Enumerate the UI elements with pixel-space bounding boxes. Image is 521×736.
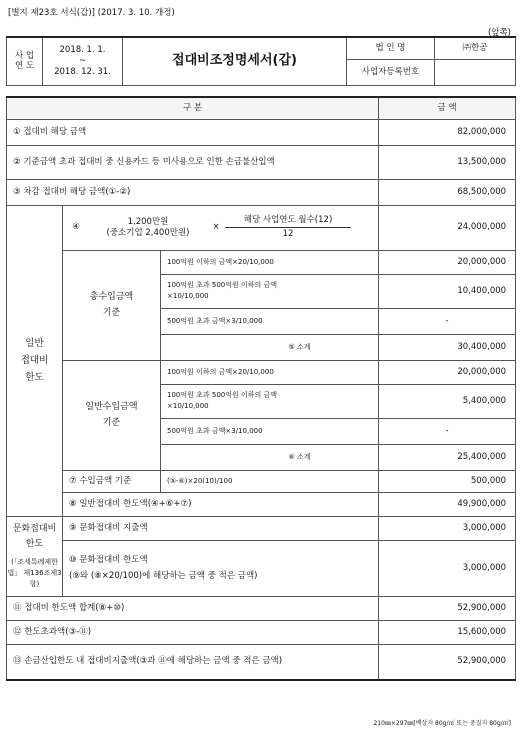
biz-no (435, 59, 516, 85)
row-amount: 20,000,000 (379, 360, 516, 384)
row-label: ⑨ 문화접대비 지출액 (63, 516, 379, 540)
bracket-text: 100억원 이하의 금액×20/10,000 (161, 250, 379, 274)
row-amount: 52,900,000 (379, 644, 516, 680)
table-row (7, 145, 516, 179)
row-amount: 30,400,000 (379, 334, 516, 360)
corp-name: ㈜한공 (435, 37, 516, 59)
bracket-text: 500억원 초과 금액×3/10,000 (161, 308, 379, 334)
fraction-2-bottom: 12 (282, 229, 294, 239)
row-label: ⑬ 손금산입한도 내 접대비지출액(③과 ⑪에 해당하는 금액 중 적은 금액) (7, 644, 379, 680)
subtotal-label: ⑥ 소계 (161, 444, 379, 470)
business-period (43, 37, 123, 85)
row-amount: - (379, 308, 516, 334)
period-sep: ~ (78, 55, 87, 66)
row-amount: 82,000,000 (379, 119, 516, 145)
table-row (7, 620, 516, 644)
fraction-1-bottom: (중소기업 2,400만원) (106, 227, 190, 238)
row-label: ③ 차감 접대비 해당 금액(①-②) (7, 179, 379, 205)
bracket-text: 500억원 초과 금액×3/10,000 (161, 418, 379, 444)
times-sign: × (212, 222, 220, 233)
culture-note: (「조세특례제한법」 제136조제3항) (7, 557, 62, 588)
row-amount: 15,600,000 (379, 620, 516, 644)
header-table (6, 36, 516, 86)
table-row (7, 596, 516, 620)
main-table (6, 96, 516, 681)
general-income-label: 일반수입금액 기준 (63, 360, 161, 470)
table-row (7, 470, 516, 492)
limit-formula (63, 205, 379, 250)
period-end: 2018. 12. 31. (54, 66, 111, 77)
fraction-1-top: 1,200만원 (127, 216, 169, 227)
row-amount: 13,500,000 (379, 145, 516, 179)
col-amount: 금 액 (379, 97, 516, 119)
row-amount: 5,400,000 (379, 384, 516, 418)
fraction-1 (89, 217, 207, 238)
row-amount: 25,400,000 (379, 444, 516, 470)
table-row (7, 360, 516, 384)
row-label: ② 기준금액 초과 접대비 중 신용카드 등 미사용으로 인한 손금불산입액 (7, 145, 379, 179)
row-amount: - (379, 418, 516, 444)
row-num: ④ (72, 222, 80, 233)
table-row (7, 644, 516, 680)
subtotal-label: ⑤ 소계 (161, 334, 379, 360)
form-label: [별지 제23호 서식(갑)] (2017. 3. 10. 개정) (8, 8, 175, 18)
total-income-label: 총수입금액 기준 (63, 250, 161, 360)
row-amount: 24,000,000 (379, 205, 516, 250)
table-row (7, 540, 516, 596)
fraction-2 (225, 215, 351, 239)
table-row (7, 205, 516, 250)
table-row (7, 492, 516, 516)
paper-spec: 210㎜×297㎜[백상지 80g/㎡ 또는 중질지 80g/㎡] (373, 720, 511, 727)
row-label: ① 접대비 해당 금액 (7, 119, 379, 145)
row-amount: 3,000,000 (379, 540, 516, 596)
table-row (7, 179, 516, 205)
table-row (7, 119, 516, 145)
biz-no-label: 사업자등록번호 (347, 59, 435, 85)
corp-name-label: 법 인 명 (347, 37, 435, 59)
form-title: 접대비조정명세서(갑) (123, 37, 347, 85)
row-amount: 500,000 (379, 470, 516, 492)
general-limit-label: 일반 접대비 한도 (7, 205, 63, 516)
row-amount: 52,900,000 (379, 596, 516, 620)
table-row (7, 250, 516, 274)
page-side: (앞쪽) (487, 28, 511, 38)
col-category: 구 분 (7, 97, 379, 119)
row-label: ⑩ 문화접대비 한도액 (⑨와 (⑧×20/100)에 해당하는 금액 중 적은 금액) (63, 540, 379, 596)
row-formula: (⑤-⑥)×20(10)/100 (161, 470, 379, 492)
row-label: ⑦ 수입금액 기준 (63, 470, 161, 492)
bracket-text: 100억원 이하의 금액×20/10,000 (161, 360, 379, 384)
row-label: ⑪ 접대비 한도액 합계(⑧+⑩) (7, 596, 379, 620)
bracket-text: 100억원 초과 500억원 이하의 금액 ×10/10,000 (161, 384, 379, 418)
period-start: 2018. 1. 1. (59, 45, 106, 56)
culture-limit-label (7, 516, 63, 596)
bracket-text: 100억원 초과 500억원 이하의 금액 ×10/10,000 (161, 274, 379, 308)
row-amount: 49,900,000 (379, 492, 516, 516)
row-amount: 68,500,000 (379, 179, 516, 205)
row-amount: 3,000,000 (379, 516, 516, 540)
row-label: ⑧ 일반접대비 한도액(④+⑥+⑦) (63, 492, 379, 516)
row-label: ⑫ 한도초과액(③-⑪) (7, 620, 379, 644)
table-row (7, 516, 516, 540)
culture-title: 문화접대비 한도 (12, 523, 57, 550)
row-amount: 10,400,000 (379, 274, 516, 308)
fraction-2-top: 해당 사업연도 월수(12) (225, 215, 351, 228)
business-year-label: 사 업 연 도 (7, 37, 43, 85)
row-amount: 20,000,000 (379, 250, 516, 274)
